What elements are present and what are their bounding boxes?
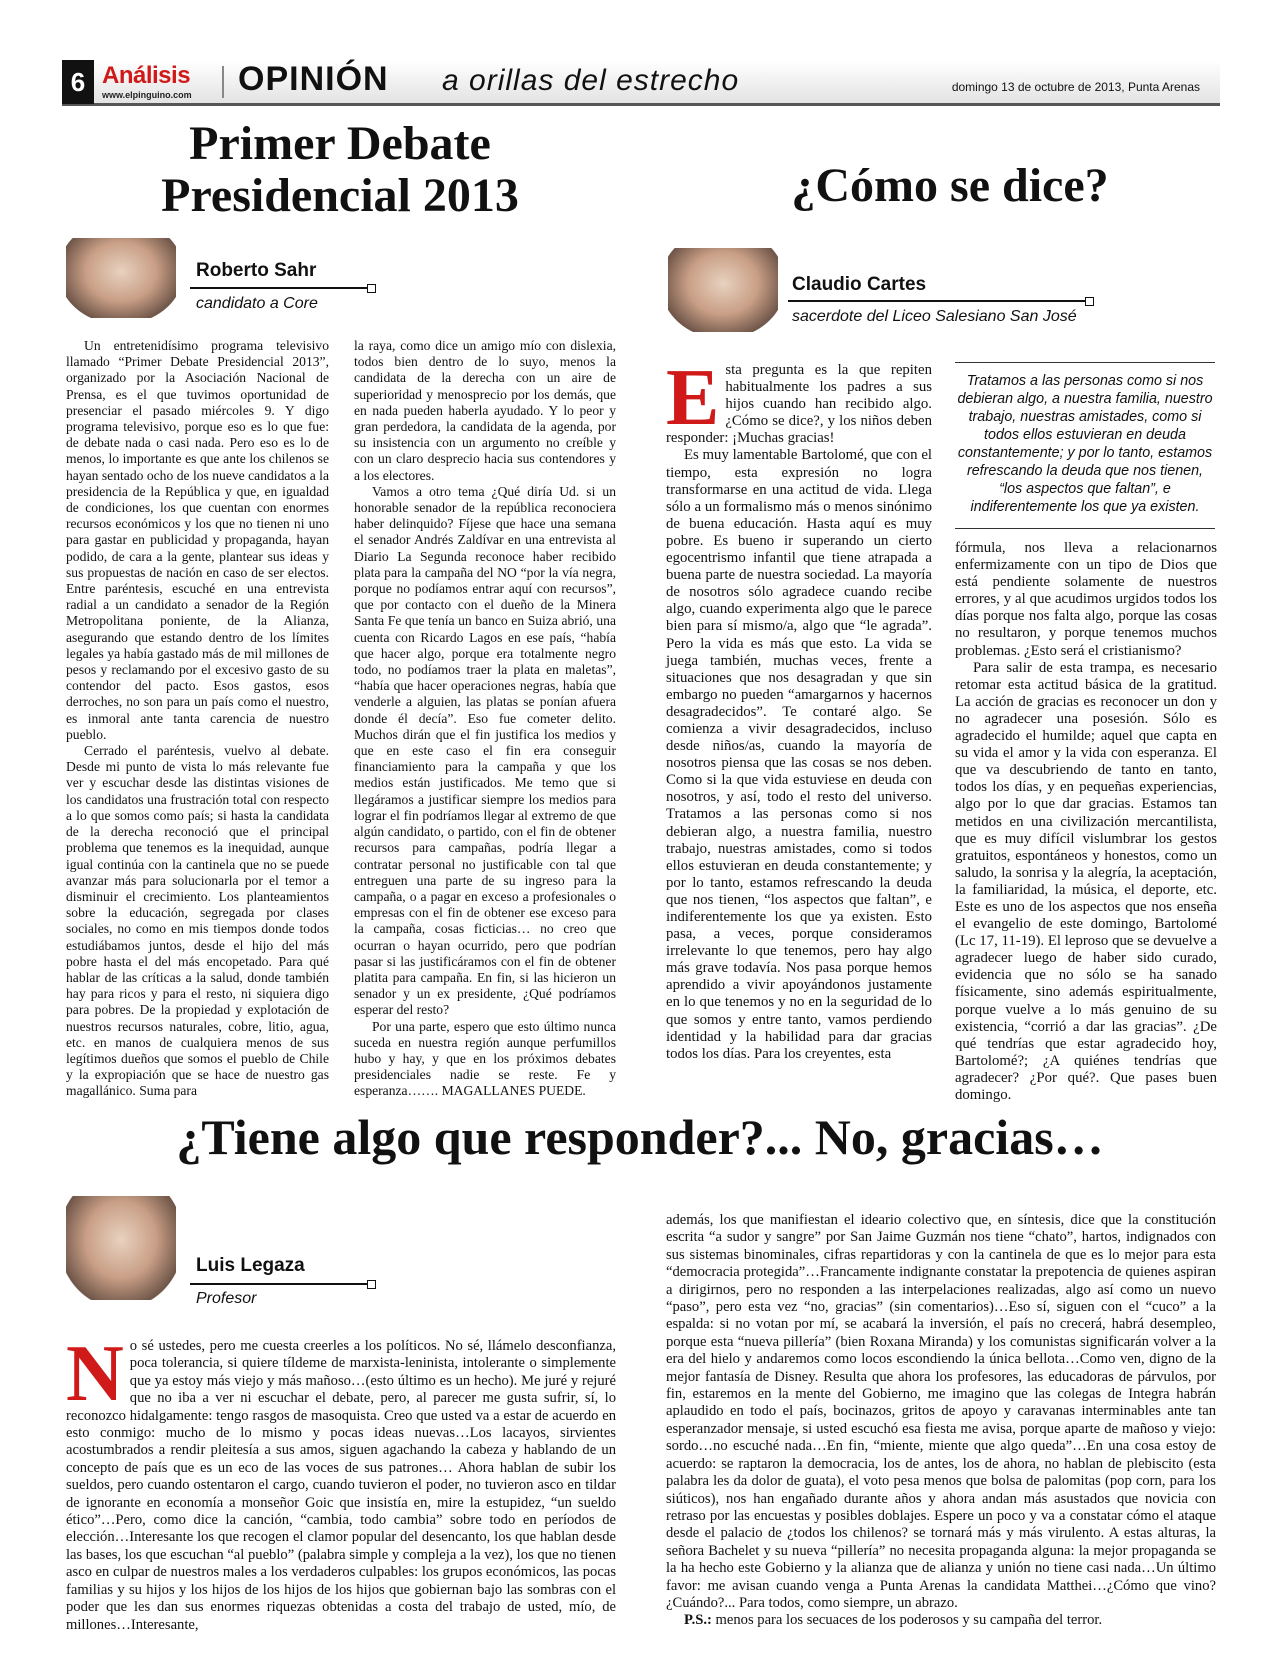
paragraph: Esta pregunta es la que repiten habitualmente los padres a sus hijos cuando han recibido algo. ¿Cómo se dice?, y los niños deben responder: ¡Muchas gracias! [666, 354, 932, 447]
pull-quote-rule-bottom [955, 528, 1215, 529]
article1-author: Roberto Sahr [196, 260, 317, 281]
drop-cap: E [666, 354, 720, 442]
drop-cap: N [66, 1330, 124, 1418]
paragraph: Cerrado el paréntesis, vuelvo al debate. Desde mi punto de vista lo más relevante fue ver y escuchar desde las distintas visiones de los candidatos una frustración total con respecto a lo que somos como país; si hasta la candidata de la derecha reconoció que el principal problema que tenemos es la inequidad, aunque igual continúa con la cantinela que no se puede avanzar más para solucionarla por el temor a disminuir el crecimiento. Los planteamientos sobre la educación, segregada por clases sociales, no como en mis tiempos donde todos estudiábamos juntos, desde el hijo del más pobre hasta el del más encopetado. Para qué hablar de las críticas a la salud, donde también hay para ricos y para el resto, ni siquiera digo para pobres. De la propiedad y explotación de nuestros recursos naturales, cobre, litio, agua, etc. en manos de cualquiera menos de sus legítimos dueños que somos el pueblo de Chile y la expropiación que se hace de nuestro gas magallánico. Suma para [66, 743, 329, 1099]
article1-title: Primer Debate Presidencial 2013 [161, 117, 519, 222]
pull-quote-rule-top [955, 362, 1215, 363]
article1-role: candidato a Core [196, 295, 318, 312]
paragraph: además, los que manifiestan el ideario colectivo que, en síntesis, dice que la constitución escrita “a sudor y sangre” por San Jaime Guzmán nos tiene “chato”, hartos, indignados con sus sistemas binominales, cifras repartidoras y con la cantinela de que es lo mejor para esta “democracia protegida”…Francamente indignante constatar la prepotencia de quienes aspiran a dirigirnos, pero no responden a las interpelaciones realizadas, algo así como un nuevo “paso”, pero esta vez “no, gracias” (sin comentarios)…Eso sí, siguen con el “cuco” a la espalda: si no votan por mí, se acabará la inversión, el país no crecerá, habrá desempleo, porque esta “nueva pillería” (bien Roxana Miranda) y los comunistas significarán volver a la era del hielo y andaremos como locos escondiendo la única bellota…Como ven, digno de la mejor fantasía de Disney. Resulta que ahora los profesores, las educadoras de párvulos, por fin, estaremos en la mente del Gobierno, me imagino que las colegas de Integra habrán aplaudido en todo el país, bocinazos, gritos de apoyo y caravanas interminables ante tan esperanzador mensaje, si usted escuchó esa fiesta me avisa, porque aparte de mañoso y viejo: sordo…no escuché nada…En fin, “miente, miente que algo queda”…En una cosa estoy de acuerdo: se raptaron la democracia, los de antes, los de ahora, no hablan de plebiscito (esta palabra les da dolor de guata), el voto pesa menos que bolsa de palomitas (pop corn, para los siúticos), nos han engañado durante años y ahora andan más asustados que novicia con retraso por las encuestas y posibles doblajes. Espere un poco y va a constatar cómo el ataque desde el palacio de ¿todos los chilenos? se tornará más y más virulento. A estas alturas, la señora Bachelet y su nueva “pillería” no necesita propaganda alguna: la mejor propaganda se la ha hecho este Gobierno y la alianza que de alianza y unión no tiene casi nada…Un último favor: me avisan cuando venga a Punta Arenas la candidata Matthei…¿Cómo que vino? ¿Cuándo?... Para todos, como siempre, un abrazo. [666, 1212, 1216, 1611]
paragraph: No sé ustedes, pero me cuesta creerles a los políticos. No sé, llámelo desconfianza, poca tolerancia, si quiere tíldeme de marxista-leninista, intolerante o simplemente que ya estoy más viejo y más mañoso…(esto último es un hecho). Me juré y rejuré que no iba a ver ni escuchar el debate, pero, al parecer me gusta sufrir, sí, lo reconozco hidalgamente: tengo rasgos de masoquista. Creo que usted va a estar de acuerdo en esto conmigo: mucho de lo mismo y pocas ideas nuevas…Los lacayos, sirvientes acostumbrados a rendir pleitesía a sus amos, siguen agachando la cabeza y hablando de un concepto de país que es un eco de las voces de sus patrones… Ahora hablan de subir los sueldos, pero cuando ostentaron el cargo, cuando tuvieron el poder, no tuvieron asco en tildar de ignorante en economía a monseñor Goic que insistía en, mire la estupidez, “un sueldo ético”…Pero, como dice la canción, “cambia, todo cambia” sobre todo en períodos de elección…Interesante los que recogen el clamor popular del desencanto, los que hablan desde las bases, los que escuchan “al pueblo” (palabra simple y compleja a la vez), los que no tienen asco en culpar de nuestros males a los verdaderos culpables: los grupos económicos, las pocas familias y su hijos y los hijos de los hijos de los hijos que gobiernan bajo las sombras con el poder que les dan sus enormes riquezas obtenidas a costa del trabajo de usted, mío, de millones…Interesante, [66, 1330, 616, 1633]
article3-title: ¿Tiene algo que responder?... No, gracias… [176, 1109, 1104, 1165]
paragraph: Vamos a otro tema ¿Qué diría Ud. si un honorable senador de la república reconociera haber delinquido? Fíjese que hace una semana el senador Andrés Zaldívar en una entrevista al Diario La Segunda reconoce haber recibido plata para la campaña del NO “por la vía negra, porque no podíamos entrar aquí con recursos”, que por contacto con el dueño de la Minera Santa Fe que tenía un banco en Suiza abrió, una cuenta con Ricardo Lagos en ese país, “había que hacer algo, porque era totalmente negro todo, no podíamos traer la plata en maletas”, “había que hacer operaciones negras, había que venderle a alguien, las platas se ponían afuera donde él decía”. Eso fue cometer delito. Muchos dirán que el fin justifica los medios y que en este caso el fin era conseguir financiamiento para la campaña y que los medios están justificados. Me temo que si llegáramos a justificar siempre los medios para lograr el fin podríamos llegar al extremo de que algún candidato, o partido, con el fin de obtener recursos para campañas, podría llegar a contratar personal no justificable con tal que entreguen una parte de su ingreso para la campaña, o a pagar en exceso a profesionales o empresas con el fin de obtener ese exceso para la campaña, cosas ficticias… no creo que ocurran o hayan ocurrido, pero que podrían pasar si las justificáramos con el fin de obtener platita para campaña. En fin, si las hicieron un senador y un ex presidente, ¿Qué podríamos esperar del resto? [354, 483, 616, 1018]
paragraph: Por una parte, espero que esto último nunca suceda en nuestra región aunque perfumillos hubo y hay, y que en los próximos debates presidenciales nadie se reste. Fe y esperanza……. MAGALLANES PUEDE. [354, 1018, 616, 1099]
article1-column-1 [66, 338, 329, 1100]
article2-author: Claudio Cartes [792, 274, 927, 295]
article1-column-2 [354, 338, 616, 1100]
newspaper-logo[interactable]: Análisis [102, 62, 191, 89]
postscript-text: menos para los secuaces de los poderosos y su campaña del terror. [715, 1612, 1103, 1629]
author-rule [190, 287, 370, 289]
article2-role: sacerdote del Liceo Salesiano San José [792, 308, 1077, 325]
pull-quote: Tratamos a las personas como si nos debieran algo, a nuestra familia, nuestro trabajo, nuestras amistades, como si todos ellos estuvieran en deuda constantemente; y por lo tanto, estamos refrescando la deuda que nos tienen, “los aspectos que faltan”, e indiferentemente los que ya existen. [957, 373, 1213, 515]
section-title: OPINIÓN [238, 60, 389, 98]
article3-author: Luis Legaza [196, 1255, 305, 1276]
article2-title: ¿Cómo se dice? [791, 159, 1109, 212]
header-divider [222, 66, 224, 98]
section-subtitle: a orillas del estrecho [442, 64, 740, 97]
paragraph: Para salir de esta trampa, es necesario retomar esta actitud básica de la gratitud. La acción de gracias es reconocer un don y no agradecer una posesión. Sólo es agradecido el humilde; aquel que capta en su vida el amor y la vida con esperanza. El que va descubriendo de tanto en tanto, todos los días, y en pequeñas experiencias, algo por lo que dar gracias. Estamos tan metidos en una civilización mercantilista, que es muy difícil vislumbrar los gestos gratuitos, espontáneos y honestos, como un saludo, la sonrisa y la alegría, la aceptación, la familiaridad, la música, el deporte, etc. Este es uno de los aspectos que nos enseña el evangelio de este domingo, Bartolomé (Lc 17, 11-19). El leproso que se devuelve a agradecer luego de haber sido curado, evidencia que no sólo se ha sanado físicamente, sino además espiritualmente, porque vuelve a lo más genuino de su existencia, “corrió a dar las gracias”. ¿De qué tendrías que estar agradecido hoy, Bartolomé?; ¿A quiénes tendrías que agradecer? ¿Por qué?. Que pases buen domingo. [955, 659, 1217, 1103]
page-number: 6 [62, 60, 94, 104]
author-photo-roberto-sahr [66, 238, 176, 318]
paragraph: la raya, como dice un amigo mío con dislexia, todos bien dentro de lo suyo, menos la candidata de la derecha con un aire de superioridad y menosprecio por los demás, que en nada pueden haberla ayudado. Y lo peor y gran perdedora, la candidata de la agenda, por su insistencia con un argumento no creíble y con un claro desprecio hacia sus contendores y a los electores. [354, 338, 616, 483]
newspaper-url[interactable]: www.elpinguino.com [102, 90, 192, 100]
postscript-label: P.S.: [684, 1612, 712, 1629]
edition-date: domingo 13 de octubre de 2013, Punta Arenas [951, 80, 1200, 94]
paragraph: fórmula, nos lleva a relacionarnos enfermizamente con un tipo de Dios que está pendiente solamente de nuestros errores, y al que acudimos urgidos todos los días porque nos falta algo, porque las cosas no resultaron, y porque tenemos muchos problemas. ¿Esto será el cristianismo? [955, 540, 1217, 659]
paragraph: Un entretenidísimo programa televisivo llamado “Primer Debate Presidencial 2013”, organizado por la Asociación Nacional de Prensa, es el que tuvimos oportunidad de presenciar el pasado miércoles 9. Y digo programa televisivo, porque eso es lo que fue: de debate nada o casi nada. Pero eso es lo de menos, lo importante es que ante los chilenos se hayan sentado ocho de los nueve candidatos a la presidencia de la República y que, en igualdad de condiciones, los que cuentan con enormes recursos económicos y los que no tienen ni uno para gastar en publicidad y propaganda, hayan podido, de cara a la gente, plantear sus ideas y sus propuestas de nación en caso de ser electos. Entre paréntesis, escuché en una entrevista radial a un candidato a senador de la Región Metropolitana poniente, de la Alianza, asegurando que estando dentro de los límites legales ya había gastado más de mil millones de pesos y reclamando por el excesivo gasto de su contendor del pacto. Esos gastos, esos derroches, no son para un país como el nuestro, es inmoral ante tanta carencia de nuestro pueblo. [66, 338, 329, 742]
article3-column-2 [666, 1212, 1216, 1630]
author-photo-claudio-cartes [668, 248, 778, 332]
article2-column-2 [955, 540, 1217, 1104]
article3-column-1 [66, 1330, 616, 1634]
author-rule [190, 1283, 370, 1285]
author-rule [788, 300, 1088, 302]
article2-column-1 [666, 354, 932, 1063]
article3-role: Profesor [196, 1290, 257, 1307]
postscript [666, 1612, 1216, 1629]
author-photo-luis-legaza [66, 1196, 176, 1300]
paragraph: Es muy lamentable Bartolomé, que con el tiempo, esta expresión no logra transformarse en una actitud de vida. Llega sólo a un formalismo más o menos sinónimo de buena educación. Hasta aquí es muy pobre. Es bueno ir superando un cierto egocentrismo infantil que tiene atrapada a buena parte de nuestra sociedad. La mayoría de nosotros sólo agradece cuando recibe algo, cuando experimenta algo que le parece bien para sí mismo/a, algo que “le agrada”. Pero la vida es más que esto. La vida se juega también, muchas veces, frente a situaciones que nos desagradan y que sin embargo no pueden “amargarnos y hacernos desagradecidos”. Te contaré algo. Se comienza a vivir desagradecidos, incluso desde niños/as, cuando la mayoría de nosotros piensa que las cosas se nos deben. Como si la que vida estuviese en deuda con nosotros, y así, todo el resto del universo. Tratamos a las personas como si nos debieran algo, a nuestra familia, nuestro trabajo, nuestras amistades, como si todos ellos estuvieran en deuda constantemente; y por lo tanto, estamos refrescando la deuda que nos tienen, “los aspectos que faltan”, e indiferentemente los que ya existen. Esto pasa, a veces, porque consideramos irrelevante lo que tenemos, pero hay algo más grave todavía. Nos pasa porque hemos aprendido a vivir apoyándonos justamente en lo que tenemos y no en la seguridad de lo que somos y entre tanto, vamos perdiendo identidad y la habilidad para dar gracias todos los días. Para los creyentes, esta [666, 447, 932, 1062]
